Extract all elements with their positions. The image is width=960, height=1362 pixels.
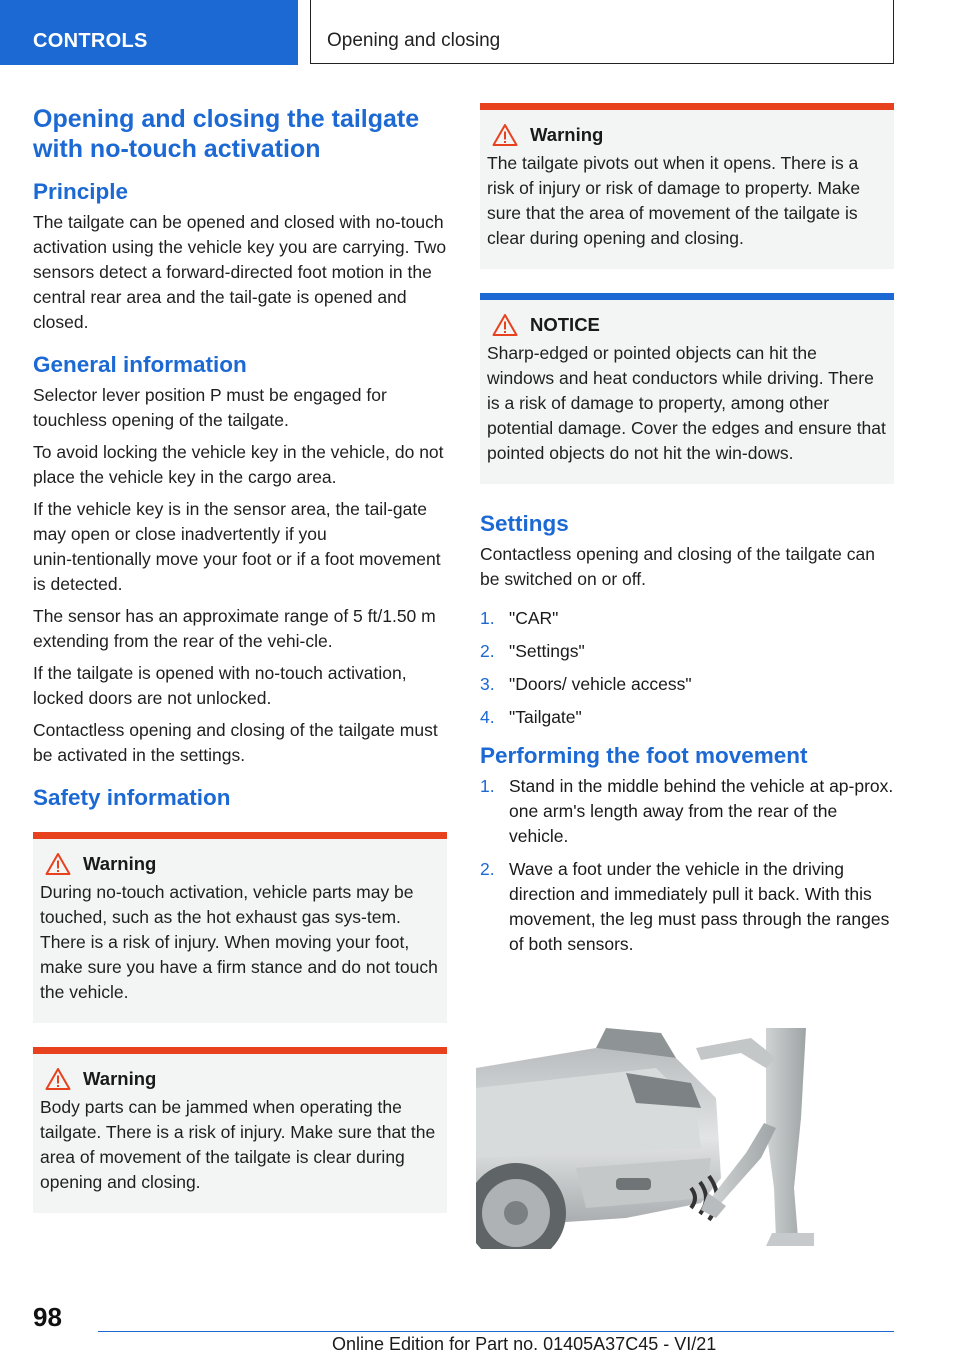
right-column: [480, 103, 894, 965]
footer-edition: Online Edition for Part no. 01405A37C45 - VI/21: [332, 1334, 717, 1354]
list-item: 1. "CAR": [480, 608, 559, 628]
safety-heading: Safety information: [33, 785, 231, 810]
section-label: CONTROLS: [33, 30, 148, 52]
general-paragraph: Selector lever position P must be engaged for touchless opening of the tailgate.: [33, 385, 387, 430]
list-item: 4. "Tailgate": [480, 707, 582, 727]
section-tab: [0, 0, 298, 65]
list-item: 2. "Settings": [480, 641, 585, 661]
general-heading: General information: [33, 352, 247, 377]
page-number: 98: [33, 1302, 62, 1332]
general-paragraph: If the vehicle key is in the sensor area, the tail‑gate may open or close inadvertently if you unin‑tentionally move your foot or if a foot movement is detected.: [33, 499, 441, 594]
list-item: 3. "Doors/ vehicle access": [480, 674, 692, 694]
list-item: 1. Stand in the middle behind the vehicle at ap‑prox. one arm's length away from the rear of the vehicle.: [480, 776, 894, 846]
warning-title: Warning: [83, 853, 157, 874]
warning-text: During no-touch activation, vehicle parts may be touched, such as the hot exhaust gas sys‑tem. There is a risk of injury. When moving your foot, make sure you have a firm stance and do not touch the vehicle.: [40, 882, 438, 1002]
warning-box: [33, 832, 447, 1023]
principle-heading: Principle: [33, 179, 129, 204]
footer-divider: [98, 1331, 894, 1332]
warning-title: Warning: [530, 124, 604, 145]
warning-triangle-icon: [492, 123, 518, 147]
warning-box: [480, 103, 894, 269]
notice-triangle-icon: [492, 313, 518, 337]
warning-triangle-icon: [45, 1067, 71, 1091]
settings-heading: Settings: [480, 511, 569, 536]
general-paragraph: If the tailgate is opened with no‑touch activation, locked doors are not unlocked.: [33, 663, 407, 708]
principle-text: The tailgate can be opened and closed with no‑touch activation using the vehicle key you are carrying. Two sensors detect a forward-directed foot motion in the central rear area and the tail‑gate is opened and closed.: [33, 212, 447, 332]
settings-steps: [480, 606, 894, 730]
page-title: Opening and closing the tailgate with no‑touch activation: [33, 105, 420, 163]
notice-title: NOTICE: [530, 314, 600, 335]
general-paragraph: To avoid locking the vehicle key in the vehicle, do not place the vehicle key in the cargo area.: [33, 442, 444, 487]
notice-text: Sharp-edged or pointed objects can hit the windows and heat conductors while driving. There is a risk of damage to property, among other potential damage. Cover the edges and ensure that pointed objects do not hit the win‑dows.: [487, 343, 886, 463]
warning-text: The tailgate pivots out when it opens. There is a risk of injury or risk of damage to property. Make sure that the area of movement of the tailgate is clear during opening and closing.: [487, 153, 861, 248]
settings-text: Contactless opening and closing of the tailgate can be switched on or off.: [480, 544, 875, 589]
general-paragraph: The sensor has an approximate range of 5 ft/1.50 m extending from the rear of the vehi‑cle.: [33, 606, 436, 651]
warning-box: [33, 1047, 447, 1213]
warning-triangle-icon: [45, 852, 71, 876]
list-item: 2. Wave a foot under the vehicle in the driving direction and immediately pull it back. With this movement, the leg must pass through the ranges of both sensors.: [480, 859, 890, 954]
chapter-tab: [310, 0, 894, 64]
notice-box: [480, 293, 894, 484]
chapter-label: Opening and closing: [327, 30, 501, 51]
foot-steps: [480, 774, 894, 957]
tailgate-foot-gesture-illustration: [476, 1028, 814, 1249]
warning-title: Warning: [83, 1068, 157, 1089]
foot-movement-heading: Performing the foot movement: [480, 743, 808, 768]
warning-text: Body parts can be jammed when operating the tailgate. There is a risk of injury. Make sure that the area of movement of the tailgate is clear during opening and closing.: [40, 1097, 436, 1192]
general-paragraph: Contactless opening and closing of the tailgate must be activated in the settings.: [33, 720, 438, 765]
left-column: [33, 100, 447, 1213]
